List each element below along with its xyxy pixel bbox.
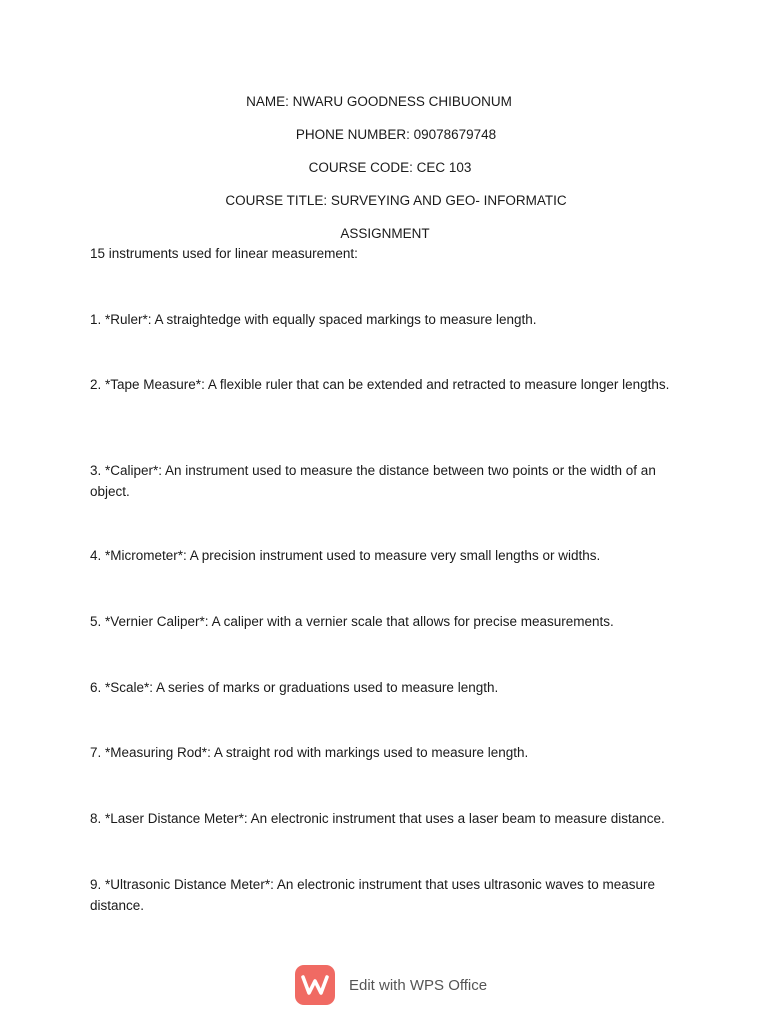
phone-number: PHONE NUMBER: 09078679748 (295, 127, 497, 142)
list-item: 5. *Vernier Caliper*: A caliper with a vernier scale that allows for precise measurements. (90, 614, 614, 629)
list-item: 8. *Laser Distance Meter*: An electronic instrument that uses a laser beam to measure distance. (90, 811, 665, 826)
list-item: 1. *Ruler*: A straightedge with equally spaced markings to measure length. (90, 312, 537, 327)
list-item: 4. *Micrometer*: A precision instrument used to measure very small lengths or widths. (90, 548, 601, 563)
course-title: COURSE TITLE: SURVEYING AND GEO- INFORMATIC (225, 193, 567, 208)
wps-logo-icon (295, 965, 335, 1005)
student-name: NAME: NWARU GOODNESS CHIBUONUM (246, 94, 512, 109)
edit-with-wps-button[interactable] (295, 965, 487, 1005)
intro-text: 15 instruments used for linear measurement: (90, 246, 358, 261)
course-code: COURSE CODE: CEC 103 (308, 160, 472, 175)
edit-with-wps-label: Edit with WPS Office (349, 976, 488, 994)
list-item: 2. *Tape Measure*: A flexible ruler that can be extended and retracted to measure longer lengths. (90, 377, 670, 392)
list-item: 9. *Ultrasonic Distance Meter*: An electronic instrument that uses ultrasonic waves to measure distance. (90, 877, 656, 913)
list-item: 6. *Scale*: A series of marks or graduations used to measure length. (90, 680, 499, 695)
list-item: 7. *Measuring Rod*: A straight rod with markings used to measure length. (90, 745, 529, 760)
list-item: 3. *Caliper*: An instrument used to measure the distance between two points or the width of an object. (90, 463, 656, 499)
assignment-heading: ASSIGNMENT (340, 226, 430, 241)
